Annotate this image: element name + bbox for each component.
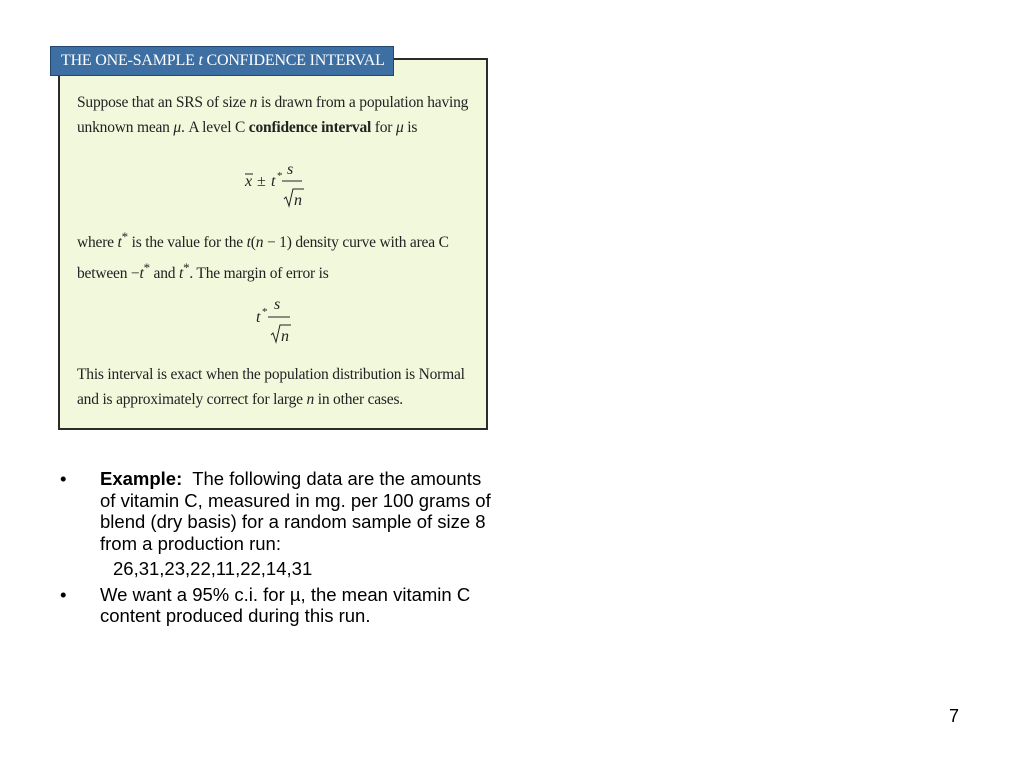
text: ( [250,234,256,252]
formula-s: s [287,161,294,178]
example-text: The following data are the amounts of vitamin C, measured in mg. per 100 grams of blend (dry basis) for a random sample of size 8 from a production run: [100,468,496,554]
box-title-part2: CONFIDENCE INTERVAL [202,52,385,69]
formula-n: n [294,192,302,209]
formula-star: * [277,170,283,182]
var-mu: μ [173,119,182,136]
page-number: 7 [949,706,960,726]
formula-t: t [256,309,261,326]
bullet-marker: • [60,583,67,605]
text: where [77,234,118,252]
var-mu: μ [395,119,404,136]
goal-text: We want a 95% c.i. for µ, the mean vitamin C content produced during this run. [100,583,471,626]
bullet-example [60,468,500,554]
formula-s: s [274,296,281,313]
bullet-list [60,468,500,627]
var-t: t [139,265,144,283]
formula-star: * [262,306,268,318]
text: for [371,119,396,136]
var-t: t [246,234,251,252]
star: * [183,260,190,276]
text: − 1) density curve with area C between − [77,234,449,283]
text: is drawn from a population having unknown mean [77,94,469,136]
text: is [403,119,418,136]
text: This interval is exact when the population distribution is Normal and is approximately correct for large [77,366,465,408]
box-title [50,46,394,76]
text: . A level C [181,119,249,136]
bullet-marker: • [60,468,67,489]
text: is the value for the [127,234,247,252]
bold-term: confidence interval [248,119,372,136]
data-values: 26,31,23,22,11,22,14,31 [113,558,313,579]
formula-pm: ± [257,173,266,190]
text: Suppose that an SRS of size [77,94,250,111]
star: * [143,260,150,276]
text: and [149,265,179,283]
var-t: t [178,265,184,283]
var-n: n [306,391,315,408]
example-label: Example: [100,468,183,489]
paragraph-exactness [77,362,477,412]
formula-confidence-interval [236,158,316,214]
var-n: n [255,234,264,252]
formula-margin-of-error [250,292,306,348]
box-title-part1: THE ONE-SAMPLE [61,52,199,69]
bullet-goal [60,584,500,627]
var-n: n [249,94,258,111]
paragraph-where [77,224,477,286]
formula-x: x [245,173,253,190]
text: in other cases. [314,391,403,408]
star: * [121,229,128,244]
formula-n: n [281,328,289,345]
box-title-t: t [198,52,203,69]
text: . The margin of error is [189,265,329,283]
formula-t: t [271,173,276,190]
paragraph-definition [77,90,477,140]
var-t: t [117,234,122,252]
